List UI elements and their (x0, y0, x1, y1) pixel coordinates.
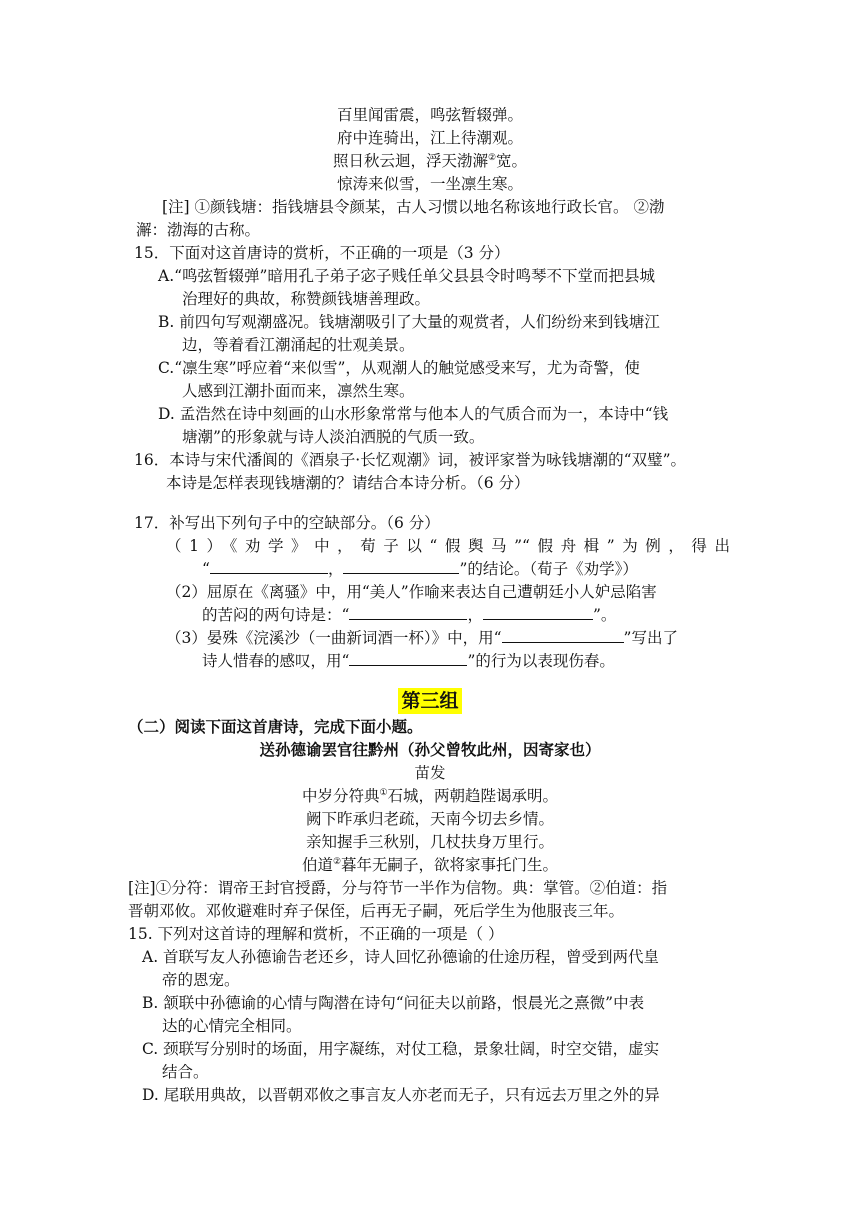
poem-line-1: 百里闻雷震，鸣弦暂辍弹。 (336, 106, 523, 124)
q17-item-3-line-2: 诗人惜春的感叹，用“ ”的行为以表现伤春。 (202, 652, 615, 670)
note2-line-1: [注]①分符：谓帝王封官授爵，分与符节一半作为信物。典：掌管。②伯道：指 (128, 879, 668, 897)
option-b-line-1: B. 前四句写观潮盛况。钱塘潮吸引了大量的观赏者，人们纷纷来到钱塘江 (158, 313, 660, 331)
answer-blank[interactable] (483, 604, 593, 620)
poem2-line-1: 中岁分符典①石城，两朝趋陛谒承明。 (301, 787, 559, 805)
poem-title: 送孙德谕罢官往黔州（孙父曾牧此州，因寄家也） (259, 740, 601, 759)
poem-line-3: 照日秋云迴，浮天渤澥②宽。 (332, 152, 528, 170)
note2-line-2: 晋朝邓攸。邓攸避难时弃子保侄，后再无子嗣，死后学生为他服丧三年。 (128, 902, 625, 920)
answer-blank[interactable] (502, 627, 624, 643)
option2-a-line-1: A. 首联写友人孙德谕告老还乡，诗人回忆孙德谕的仕途历程，曾受到两代皇 (142, 948, 660, 966)
poem2-line-2: 阙下昨承归老疏，天南今切去乡情。 (305, 810, 554, 828)
option2-c-line-2: 结合。 (162, 1063, 209, 1081)
option-d-line-2: 塘潮”的形象就与诗人淡泊洒脱的气质一致。 (182, 428, 485, 446)
q17-item-2-line-1: （2）屈原在《离骚》中，用“美人”作喻来表达自己遭朝廷小人妒忌陷害 (166, 583, 657, 601)
question-17-stem: 17．补写出下列句子中的空缺部分。（6 分） (134, 514, 440, 532)
question-15b-stem: 15. 下列对这首诗的理解和赏析，不正确的一项是（ ） (128, 925, 504, 943)
q17-item-1-line-1: （1）《劝学》中，荀子以“假舆马”“假舟楫”为例，得出 (166, 537, 730, 555)
option-a-line-2: 治理好的典故，称赞颜钱塘善理政。 (182, 290, 431, 308)
note-line-2: 澥：渤海的古称。 (136, 221, 261, 239)
answer-blank[interactable] (210, 558, 328, 574)
note-line-1: [注] ①颜钱塘：指钱塘县令颜某，古人习惯以地名称该地行政长官。 ②渤 (162, 198, 665, 216)
option-d-line-1: D. 孟浩然在诗中刻画的山水形象常常与他本人的气质合而为一，本诗中“钱 (158, 405, 669, 423)
option-c-line-1: C.“凛生寒”呼应着“来似雪”，从观潮人的触觉感受来写，尤为奇警，使 (158, 359, 640, 377)
option-c-line-2: 人感到江潮扑面而来，凛然生寒。 (182, 382, 415, 400)
option-b-line-2: 边，等着看江潮涌起的壮观美景。 (182, 336, 415, 354)
poem2-line-3: 亲知握手三秋别，几杖扶身万里行。 (305, 833, 554, 851)
q17-item-2-line-2: 的苦闷的两句诗是：“ ， ”。 (202, 606, 617, 624)
q17-item-1-line-2: “ ， ”的结论。（荀子《劝学》） (202, 560, 638, 578)
option-a-line-1: A.“鸣弦暂辍弹”暗用孔子弟子宓子贱任单父县县令时鸣琴不下堂而把县城 (158, 267, 655, 285)
option2-a-line-2: 帝的恩宠。 (162, 971, 240, 989)
question-16-line-2: 本诗是怎样表现钱塘潮的？请结合本诗分析。（6 分） (166, 474, 530, 492)
section-heading: （二）阅读下面这首唐诗，完成下面小题。 (128, 718, 423, 736)
question-15-stem: 15．下面对这首唐诗的赏析，不正确的一项是（3 分） (134, 244, 510, 262)
option2-b-line-1: B. 颔联中孙德谕的心情与陶潜在诗句“问征夫以前路，恨晨光之熹微”中表 (142, 994, 645, 1012)
option2-b-line-2: 达的心情完全相同。 (162, 1017, 302, 1035)
option2-d-line-1: D. 尾联用典故，以晋朝邓攸之事言友人亦老而无子，只有远去万里之外的异 (142, 1086, 660, 1104)
poem-line-4: 惊涛来似雪，一坐凛生寒。 (336, 175, 523, 193)
answer-blank[interactable] (349, 604, 467, 620)
poem-line-2: 府中连骑出，江上待潮观。 (336, 129, 523, 147)
q17-item-3-line-1: （3）晏殊《浣溪沙（一曲新词酒一杯）》中，用“ ”写出了 (166, 629, 678, 647)
group-title: 第三组 (0, 688, 860, 714)
option2-c-line-1: C. 颈联写分别时的场面，用字凝练，对仗工稳，景象壮阔，时空交错，虚实 (142, 1040, 660, 1058)
poem-author: 苗发 (414, 764, 446, 782)
poem2-line-4: 伯道②暮年无嗣子，欲将家事托门生。 (301, 856, 559, 874)
question-16-line-1: 16．本诗与宋代潘阆的《酒泉子·长忆观潮》词，被评家誉为咏钱塘潮的“双璧”。 (134, 451, 687, 469)
answer-blank[interactable] (349, 650, 467, 666)
answer-blank[interactable] (343, 558, 459, 574)
